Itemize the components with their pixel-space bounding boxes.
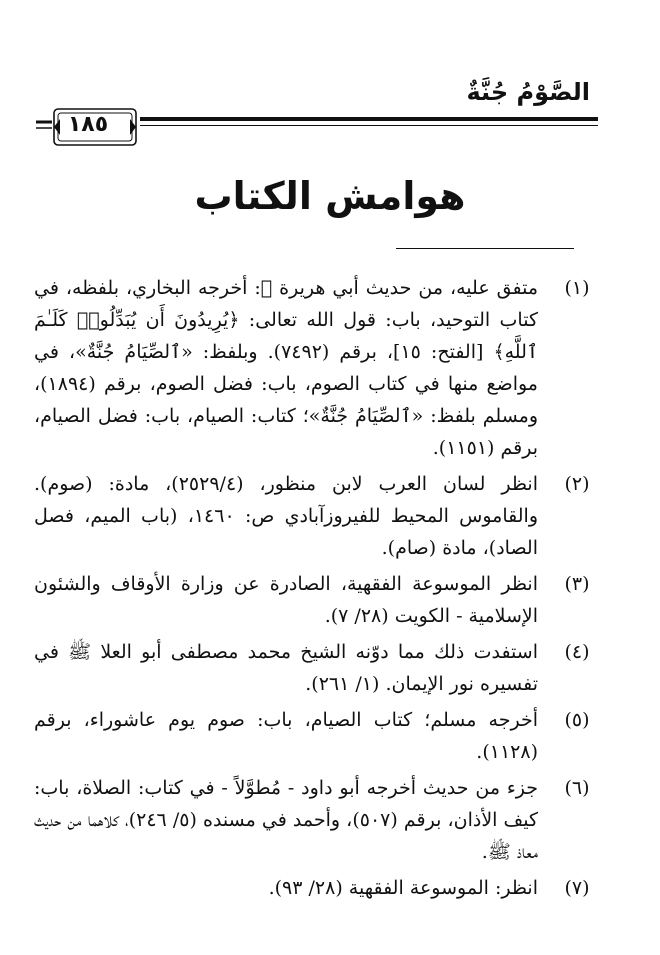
footnote-number: (٧) bbox=[564, 877, 590, 899]
footnote-item bbox=[0, 636, 660, 700]
footnote-number: (١) bbox=[564, 277, 590, 299]
footnote-item bbox=[0, 704, 660, 768]
footnote-text: انظر: الموسوعة الفقهية (٢٨/ ٩٣). bbox=[268, 877, 538, 899]
footnote-item bbox=[0, 872, 660, 904]
footnote-item bbox=[0, 568, 660, 632]
footnote-number: (٦) bbox=[564, 777, 590, 799]
footnote-item bbox=[0, 468, 660, 564]
footnote-text: متفق عليه، من حديث أبي هريرة ﷺ: أخرجه البخاري، بلفظه، في كتاب التوحيد، باب: قول الله تعالى: ﴿يُرِيدُونَ أَن يُبَدِّلُوا۟ كَلَـٰمَ ٱللَّهِ﴾ [الفتح: ١٥]، برقم (٧٤٩٢). وبلفظ: «ٱلصِّيَامُ جُنَّةٌ»، في مواضع منها في كتاب الصوم، باب: فضل الصوم، برقم (١٨٩٤)، ومسلم بلفظ: «ٱلصِّيَامُ جُنَّةٌ»؛ كتاب: الصيام، باب: فضل الصيام، برقم (١١٥١). bbox=[34, 277, 538, 459]
section-title: هوامش الكتاب bbox=[194, 174, 466, 218]
footnotes-list bbox=[0, 272, 660, 908]
footnote-text: أخرجه مسلم؛ كتاب الصيام، باب: صوم يوم عاشوراء، برقم (١١٢٨). bbox=[34, 709, 538, 763]
footnote-item bbox=[0, 772, 660, 868]
footnote-text: انظر لسان العرب لابن منظور، (٢٥٢٩/٤)، مادة: (صوم). والقاموس المحيط للفيروزآبادي ص: ١٤٦٠، (باب الميم، فصل الصاد)، مادة (صام). bbox=[34, 473, 539, 559]
running-title: الصَّوْمُ جُنَّةٌ bbox=[466, 78, 590, 106]
title-underline-rule bbox=[396, 248, 574, 249]
footnote-text: استفدت ذلك مما دوّنه الشيخ محمد مصطفى أبو العلا ﷺ في تفسيره نور الإيمان. (١/ ٢٦١). bbox=[34, 641, 538, 695]
footnote-number: (٤) bbox=[564, 641, 590, 663]
footnote-item bbox=[0, 272, 660, 464]
footnote-text: جزء من حديث أخرجه أبو داود - مُطوَّلاً - في كتاب: الصلاة، باب: كيف الأذان، برقم (٥٠٧)، وأحمد في مسنده (٥/ ٢٤٦)، كلاهما من حديث معاذ ﷺ. bbox=[34, 777, 538, 863]
footnote-text: انظر الموسوعة الفقهية، الصادرة عن وزارة الأوقاف والشئون الإسلامية - الكويت (٢٨/ ٧). bbox=[34, 573, 538, 627]
header-thin-rule bbox=[140, 125, 598, 126]
page-number: ١٨٥ bbox=[67, 112, 109, 137]
footnote-number: (٥) bbox=[564, 709, 590, 731]
footnote-number: (٣) bbox=[564, 573, 590, 595]
footnote-number: (٢) bbox=[564, 473, 590, 495]
header-thick-rule bbox=[140, 117, 598, 121]
